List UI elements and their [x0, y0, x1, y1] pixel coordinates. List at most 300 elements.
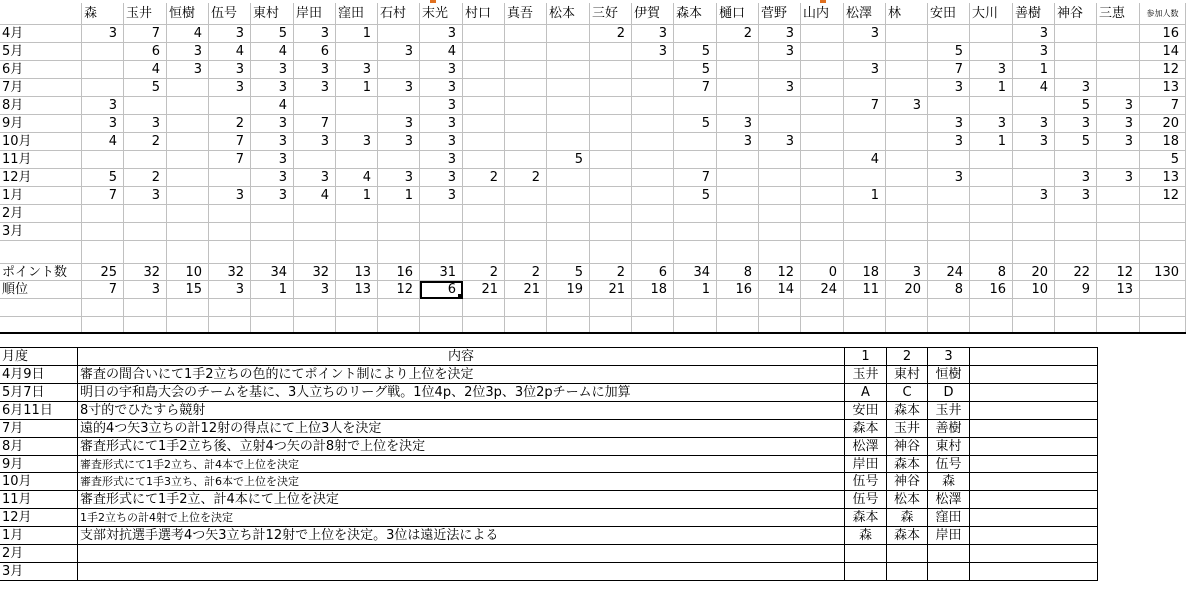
- empty-cell[interactable]: [801, 241, 844, 264]
- score-cell[interactable]: 5: [1055, 97, 1097, 115]
- result-content-cell[interactable]: 審査形式にて1手2立ち、計4本で上位を決定: [78, 456, 845, 473]
- score-cell[interactable]: [1097, 25, 1140, 43]
- score-cell[interactable]: [167, 97, 209, 115]
- score-cell[interactable]: 18: [1140, 133, 1186, 151]
- score-cell[interactable]: [378, 151, 420, 169]
- result-content-cell[interactable]: 支部対抗選手選考4つ矢3立ち計12射で上位を決定。3位は遠近法による: [78, 527, 845, 545]
- score-cell[interactable]: 7: [844, 97, 886, 115]
- score-cell[interactable]: [928, 205, 970, 223]
- score-cell[interactable]: [886, 25, 928, 43]
- score-cell[interactable]: [1055, 205, 1097, 223]
- result-content-cell[interactable]: 遠的4つ矢3立ちの計12射の得点にて上位3人を決定: [78, 420, 845, 438]
- score-cell[interactable]: 2: [124, 169, 167, 187]
- name-header-cell[interactable]: 松本: [547, 3, 590, 25]
- score-cell[interactable]: [82, 43, 124, 61]
- score-cell[interactable]: 5: [674, 115, 717, 133]
- score-cell[interactable]: [801, 25, 844, 43]
- name-header-cell[interactable]: 善樹: [1013, 3, 1055, 25]
- points-cell[interactable]: 2: [463, 264, 505, 281]
- selected-cell[interactable]: 6: [420, 281, 463, 299]
- score-cell[interactable]: [844, 115, 886, 133]
- score-cell[interactable]: [378, 25, 420, 43]
- name-header-cell[interactable]: 伍号: [209, 3, 251, 25]
- score-cell[interactable]: 3: [420, 79, 463, 97]
- score-cell[interactable]: [717, 79, 759, 97]
- result-extra-cell[interactable]: [970, 527, 1098, 545]
- score-cell[interactable]: [632, 79, 674, 97]
- month-label-cell[interactable]: 5月: [0, 43, 82, 61]
- score-cell[interactable]: [463, 187, 505, 205]
- score-cell[interactable]: [844, 205, 886, 223]
- result-place-2-cell[interactable]: 玉井: [887, 420, 928, 438]
- score-cell[interactable]: 2: [124, 133, 167, 151]
- score-cell[interactable]: [82, 151, 124, 169]
- empty-cell[interactable]: [0, 241, 82, 264]
- score-cell[interactable]: [505, 61, 547, 79]
- name-header-cell[interactable]: 村口: [463, 3, 505, 25]
- score-cell[interactable]: 3: [251, 133, 294, 151]
- score-cell[interactable]: 3: [759, 79, 801, 97]
- score-cell[interactable]: [547, 25, 590, 43]
- score-cell[interactable]: 4: [844, 151, 886, 169]
- score-cell[interactable]: [928, 187, 970, 205]
- empty-cell[interactable]: [378, 299, 420, 317]
- empty-cell[interactable]: [1140, 241, 1186, 264]
- empty-cell[interactable]: [82, 299, 124, 317]
- score-cell[interactable]: 3: [209, 187, 251, 205]
- points-label-cell[interactable]: ポイント数: [0, 264, 82, 281]
- score-cell[interactable]: [167, 133, 209, 151]
- score-cell[interactable]: 3: [251, 151, 294, 169]
- empty-cell[interactable]: [844, 299, 886, 317]
- score-cell[interactable]: [928, 151, 970, 169]
- result-extra-cell[interactable]: [970, 420, 1098, 438]
- score-cell[interactable]: [717, 97, 759, 115]
- name-header-cell[interactable]: 三好: [590, 3, 632, 25]
- score-cell[interactable]: [82, 61, 124, 79]
- result-place-2-cell[interactable]: 森: [887, 509, 928, 527]
- score-cell[interactable]: 2: [717, 25, 759, 43]
- score-cell[interactable]: [378, 205, 420, 223]
- result-extra-cell[interactable]: [970, 473, 1098, 491]
- result-month-cell[interactable]: 5月7日: [0, 384, 78, 402]
- score-cell[interactable]: [632, 205, 674, 223]
- results-header-content[interactable]: 内容: [78, 347, 845, 366]
- score-cell[interactable]: 2: [209, 115, 251, 133]
- name-header-cell[interactable]: 東村: [251, 3, 294, 25]
- score-cell[interactable]: [674, 25, 717, 43]
- empty-cell[interactable]: [632, 317, 674, 333]
- score-cell[interactable]: [928, 25, 970, 43]
- score-cell[interactable]: [547, 43, 590, 61]
- score-cell[interactable]: [1013, 223, 1055, 241]
- score-cell[interactable]: [590, 97, 632, 115]
- score-cell[interactable]: [886, 115, 928, 133]
- score-cell[interactable]: 3: [294, 61, 336, 79]
- empty-cell[interactable]: [1013, 241, 1055, 264]
- score-cell[interactable]: [1097, 61, 1140, 79]
- score-cell[interactable]: [124, 205, 167, 223]
- score-cell[interactable]: [294, 205, 336, 223]
- points-cell[interactable]: 22: [1055, 264, 1097, 281]
- score-cell[interactable]: 5: [674, 61, 717, 79]
- score-cell[interactable]: 3: [1097, 169, 1140, 187]
- score-cell[interactable]: [844, 133, 886, 151]
- empty-cell[interactable]: [844, 317, 886, 333]
- points-cell[interactable]: 8: [717, 264, 759, 281]
- results-header-extra[interactable]: [970, 347, 1098, 366]
- month-label-cell[interactable]: 9月: [0, 115, 82, 133]
- result-place-3-cell[interactable]: 伍号: [928, 456, 970, 473]
- name-header-cell[interactable]: 森本: [674, 3, 717, 25]
- result-place-2-cell[interactable]: [887, 563, 928, 581]
- month-label-cell[interactable]: 6月: [0, 61, 82, 79]
- empty-cell[interactable]: [505, 241, 547, 264]
- result-place-2-cell[interactable]: [887, 545, 928, 563]
- empty-cell[interactable]: [801, 299, 844, 317]
- month-label-cell[interactable]: 2月: [0, 205, 82, 223]
- score-cell[interactable]: 3: [928, 115, 970, 133]
- score-cell[interactable]: [420, 223, 463, 241]
- result-place-3-cell[interactable]: 森: [928, 473, 970, 491]
- month-label-cell[interactable]: 12月: [0, 169, 82, 187]
- score-cell[interactable]: [844, 223, 886, 241]
- score-cell[interactable]: 3: [420, 187, 463, 205]
- result-content-cell[interactable]: 1手2立ちの計4射で上位を決定: [78, 509, 845, 527]
- empty-cell[interactable]: [632, 299, 674, 317]
- score-cell[interactable]: 2: [590, 25, 632, 43]
- empty-cell[interactable]: [463, 317, 505, 333]
- points-cell[interactable]: 6: [632, 264, 674, 281]
- score-cell[interactable]: [759, 205, 801, 223]
- score-cell[interactable]: 3: [928, 169, 970, 187]
- points-cell[interactable]: 10: [167, 264, 209, 281]
- score-cell[interactable]: [420, 205, 463, 223]
- score-cell[interactable]: [844, 79, 886, 97]
- name-header-cell[interactable]: 樋口: [717, 3, 759, 25]
- score-cell[interactable]: [1055, 61, 1097, 79]
- score-cell[interactable]: 5: [674, 187, 717, 205]
- score-cell[interactable]: 3: [294, 25, 336, 43]
- result-content-cell[interactable]: 審査形式にて1手2立、計4本にて上位を決定: [78, 491, 845, 509]
- score-cell[interactable]: [886, 151, 928, 169]
- score-cell[interactable]: [717, 187, 759, 205]
- rank-cell[interactable]: 18: [632, 281, 674, 299]
- score-cell[interactable]: [463, 115, 505, 133]
- empty-cell[interactable]: [717, 317, 759, 333]
- result-month-cell[interactable]: 3月: [0, 563, 78, 581]
- result-place-3-cell[interactable]: 恒樹: [928, 366, 970, 384]
- score-cell[interactable]: 7: [209, 151, 251, 169]
- result-extra-cell[interactable]: [970, 366, 1098, 384]
- score-cell[interactable]: [970, 223, 1013, 241]
- empty-cell[interactable]: [420, 299, 463, 317]
- empty-cell[interactable]: [124, 241, 167, 264]
- score-cell[interactable]: [928, 97, 970, 115]
- score-cell[interactable]: 3: [970, 115, 1013, 133]
- score-cell[interactable]: [590, 79, 632, 97]
- score-cell[interactable]: 3: [1055, 187, 1097, 205]
- score-cell[interactable]: [1097, 187, 1140, 205]
- score-cell[interactable]: [674, 205, 717, 223]
- empty-cell[interactable]: [547, 299, 590, 317]
- score-cell[interactable]: 3: [124, 115, 167, 133]
- score-cell[interactable]: 7: [124, 25, 167, 43]
- score-cell[interactable]: [124, 151, 167, 169]
- score-cell[interactable]: [590, 205, 632, 223]
- empty-cell[interactable]: [928, 299, 970, 317]
- score-cell[interactable]: [970, 43, 1013, 61]
- score-cell[interactable]: 3: [759, 133, 801, 151]
- score-cell[interactable]: [801, 43, 844, 61]
- empty-cell[interactable]: [209, 299, 251, 317]
- empty-cell[interactable]: [167, 317, 209, 333]
- score-cell[interactable]: 7: [82, 187, 124, 205]
- result-month-cell[interactable]: 10月: [0, 473, 78, 491]
- score-cell[interactable]: 3: [1013, 43, 1055, 61]
- score-cell[interactable]: [463, 43, 505, 61]
- name-header-cell[interactable]: 森: [82, 3, 124, 25]
- result-place-1-cell[interactable]: [845, 545, 887, 563]
- name-header-cell[interactable]: 伊賀: [632, 3, 674, 25]
- score-cell[interactable]: 4: [124, 61, 167, 79]
- score-cell[interactable]: 3: [759, 25, 801, 43]
- score-cell[interactable]: [632, 169, 674, 187]
- name-header-cell[interactable]: 窪田: [336, 3, 378, 25]
- points-cell[interactable]: 2: [590, 264, 632, 281]
- rank-cell[interactable]: 11: [844, 281, 886, 299]
- score-cell[interactable]: [717, 205, 759, 223]
- score-cell[interactable]: [336, 151, 378, 169]
- score-cell[interactable]: [970, 205, 1013, 223]
- score-cell[interactable]: [336, 223, 378, 241]
- score-cell[interactable]: [844, 169, 886, 187]
- score-cell[interactable]: [590, 43, 632, 61]
- result-content-cell[interactable]: 審査形式にて1手2立ち後、立射4つ矢の計8射で上位を決定: [78, 438, 845, 456]
- score-cell[interactable]: 3: [717, 133, 759, 151]
- score-cell[interactable]: 3: [378, 43, 420, 61]
- score-cell[interactable]: [632, 115, 674, 133]
- points-cell[interactable]: 34: [674, 264, 717, 281]
- empty-cell[interactable]: [294, 241, 336, 264]
- score-cell[interactable]: [463, 61, 505, 79]
- result-month-cell[interactable]: 1月: [0, 527, 78, 545]
- result-place-3-cell[interactable]: [928, 563, 970, 581]
- score-cell[interactable]: 3: [1013, 25, 1055, 43]
- empty-cell[interactable]: [209, 241, 251, 264]
- name-header-cell[interactable]: 大川: [970, 3, 1013, 25]
- rank-cell[interactable]: 3: [294, 281, 336, 299]
- score-cell[interactable]: 4: [209, 43, 251, 61]
- score-cell[interactable]: [886, 169, 928, 187]
- score-cell[interactable]: 2: [505, 169, 547, 187]
- score-cell[interactable]: 3: [378, 79, 420, 97]
- score-cell[interactable]: 4: [420, 43, 463, 61]
- score-cell[interactable]: [970, 97, 1013, 115]
- score-cell[interactable]: 3: [844, 61, 886, 79]
- empty-cell[interactable]: [1055, 299, 1097, 317]
- score-cell[interactable]: [505, 133, 547, 151]
- name-header-cell[interactable]: 安田: [928, 3, 970, 25]
- empty-cell[interactable]: [336, 241, 378, 264]
- empty-cell[interactable]: [124, 299, 167, 317]
- empty-cell[interactable]: [294, 299, 336, 317]
- points-cell[interactable]: 2: [505, 264, 547, 281]
- empty-cell[interactable]: [82, 241, 124, 264]
- score-cell[interactable]: 3: [209, 61, 251, 79]
- result-month-cell[interactable]: 12月: [0, 509, 78, 527]
- score-cell[interactable]: 5: [674, 43, 717, 61]
- result-place-2-cell[interactable]: 東村: [887, 366, 928, 384]
- score-cell[interactable]: [167, 187, 209, 205]
- result-place-1-cell[interactable]: 岸田: [845, 456, 887, 473]
- score-cell[interactable]: 12: [1140, 187, 1186, 205]
- score-cell[interactable]: [1013, 169, 1055, 187]
- score-cell[interactable]: [251, 205, 294, 223]
- score-cell[interactable]: [759, 223, 801, 241]
- score-cell[interactable]: 3: [336, 133, 378, 151]
- score-cell[interactable]: 3: [82, 25, 124, 43]
- score-cell[interactable]: [505, 97, 547, 115]
- score-cell[interactable]: 3: [251, 61, 294, 79]
- name-header-cell[interactable]: 恒樹: [167, 3, 209, 25]
- result-place-2-cell[interactable]: 森本: [887, 402, 928, 420]
- score-cell[interactable]: [759, 169, 801, 187]
- score-cell[interactable]: 5: [928, 43, 970, 61]
- score-cell[interactable]: [82, 79, 124, 97]
- result-place-1-cell[interactable]: 森: [845, 527, 887, 545]
- score-cell[interactable]: [1013, 97, 1055, 115]
- score-cell[interactable]: 3: [251, 79, 294, 97]
- score-cell[interactable]: 12: [1140, 61, 1186, 79]
- score-cell[interactable]: 3: [420, 61, 463, 79]
- score-cell[interactable]: [336, 43, 378, 61]
- score-cell[interactable]: [632, 97, 674, 115]
- month-label-cell[interactable]: 8月: [0, 97, 82, 115]
- score-cell[interactable]: [251, 223, 294, 241]
- score-cell[interactable]: [632, 223, 674, 241]
- result-month-cell[interactable]: 2月: [0, 545, 78, 563]
- score-cell[interactable]: 1: [970, 79, 1013, 97]
- score-cell[interactable]: 3: [251, 169, 294, 187]
- score-cell[interactable]: [1097, 43, 1140, 61]
- rank-cell[interactable]: 10: [1013, 281, 1055, 299]
- score-cell[interactable]: [463, 133, 505, 151]
- score-cell[interactable]: [505, 79, 547, 97]
- empty-cell[interactable]: [632, 241, 674, 264]
- score-cell[interactable]: 3: [420, 115, 463, 133]
- score-cell[interactable]: [547, 205, 590, 223]
- empty-cell[interactable]: [1097, 241, 1140, 264]
- month-label-cell[interactable]: 1月: [0, 187, 82, 205]
- score-cell[interactable]: 3: [1013, 187, 1055, 205]
- score-cell[interactable]: [886, 133, 928, 151]
- rank-cell[interactable]: 3: [209, 281, 251, 299]
- result-place-2-cell[interactable]: 神谷: [887, 438, 928, 456]
- empty-cell[interactable]: [928, 317, 970, 333]
- rank-cell[interactable]: 7: [82, 281, 124, 299]
- score-cell[interactable]: 3: [294, 169, 336, 187]
- score-cell[interactable]: [505, 115, 547, 133]
- score-cell[interactable]: [505, 223, 547, 241]
- result-extra-cell[interactable]: [970, 384, 1098, 402]
- score-cell[interactable]: 3: [632, 25, 674, 43]
- result-place-1-cell[interactable]: 伍号: [845, 473, 887, 491]
- rank-cell[interactable]: 16: [970, 281, 1013, 299]
- score-cell[interactable]: [167, 115, 209, 133]
- empty-cell[interactable]: [420, 317, 463, 333]
- empty-cell[interactable]: [124, 317, 167, 333]
- rank-cell[interactable]: 3: [124, 281, 167, 299]
- score-cell[interactable]: [590, 187, 632, 205]
- result-content-cell[interactable]: 明日の宇和島大会のチームを基に、3人立ちのリーグ戦。1位4p、2位3p、3位2pチームに加算: [78, 384, 845, 402]
- score-cell[interactable]: [759, 61, 801, 79]
- points-cell[interactable]: 12: [1097, 264, 1140, 281]
- rank-cell[interactable]: 21: [590, 281, 632, 299]
- score-cell[interactable]: [886, 43, 928, 61]
- score-cell[interactable]: [801, 223, 844, 241]
- score-cell[interactable]: [717, 151, 759, 169]
- score-cell[interactable]: [167, 223, 209, 241]
- score-cell[interactable]: [674, 151, 717, 169]
- score-cell[interactable]: 3: [294, 79, 336, 97]
- result-extra-cell[interactable]: [970, 509, 1098, 527]
- score-cell[interactable]: 1: [336, 79, 378, 97]
- points-cell[interactable]: 12: [759, 264, 801, 281]
- empty-cell[interactable]: [1140, 299, 1186, 317]
- rank-cell[interactable]: 21: [505, 281, 547, 299]
- score-cell[interactable]: 3: [1097, 115, 1140, 133]
- score-cell[interactable]: 3: [844, 25, 886, 43]
- score-cell[interactable]: 1: [336, 25, 378, 43]
- rank-cell[interactable]: 15: [167, 281, 209, 299]
- empty-cell[interactable]: [505, 317, 547, 333]
- empty-cell[interactable]: [674, 317, 717, 333]
- rank-cell[interactable]: 1: [674, 281, 717, 299]
- result-place-3-cell[interactable]: 東村: [928, 438, 970, 456]
- score-cell[interactable]: 3: [209, 79, 251, 97]
- score-cell[interactable]: [82, 223, 124, 241]
- score-cell[interactable]: 3: [420, 133, 463, 151]
- result-place-3-cell[interactable]: 窪田: [928, 509, 970, 527]
- rank-cell[interactable]: 13: [336, 281, 378, 299]
- result-place-1-cell[interactable]: A: [845, 384, 887, 402]
- rank-cell[interactable]: 21: [463, 281, 505, 299]
- score-cell[interactable]: 7: [928, 61, 970, 79]
- empty-cell[interactable]: [844, 241, 886, 264]
- result-place-1-cell[interactable]: 玉井: [845, 366, 887, 384]
- empty-cell[interactable]: [674, 299, 717, 317]
- score-cell[interactable]: [801, 205, 844, 223]
- score-cell[interactable]: 7: [1140, 97, 1186, 115]
- points-cell[interactable]: 24: [928, 264, 970, 281]
- results-header-c2[interactable]: 2: [887, 347, 928, 366]
- score-cell[interactable]: [463, 223, 505, 241]
- empty-cell[interactable]: [886, 299, 928, 317]
- score-cell[interactable]: [336, 97, 378, 115]
- score-cell[interactable]: [759, 187, 801, 205]
- name-header-cell[interactable]: 末光: [420, 3, 463, 25]
- score-cell[interactable]: 3: [886, 97, 928, 115]
- score-cell[interactable]: 4: [294, 187, 336, 205]
- empty-cell[interactable]: [463, 241, 505, 264]
- score-cell[interactable]: 3: [717, 115, 759, 133]
- score-cell[interactable]: [844, 43, 886, 61]
- score-cell[interactable]: [124, 223, 167, 241]
- score-cell[interactable]: [1055, 25, 1097, 43]
- score-cell[interactable]: [209, 205, 251, 223]
- empty-cell[interactable]: [1013, 299, 1055, 317]
